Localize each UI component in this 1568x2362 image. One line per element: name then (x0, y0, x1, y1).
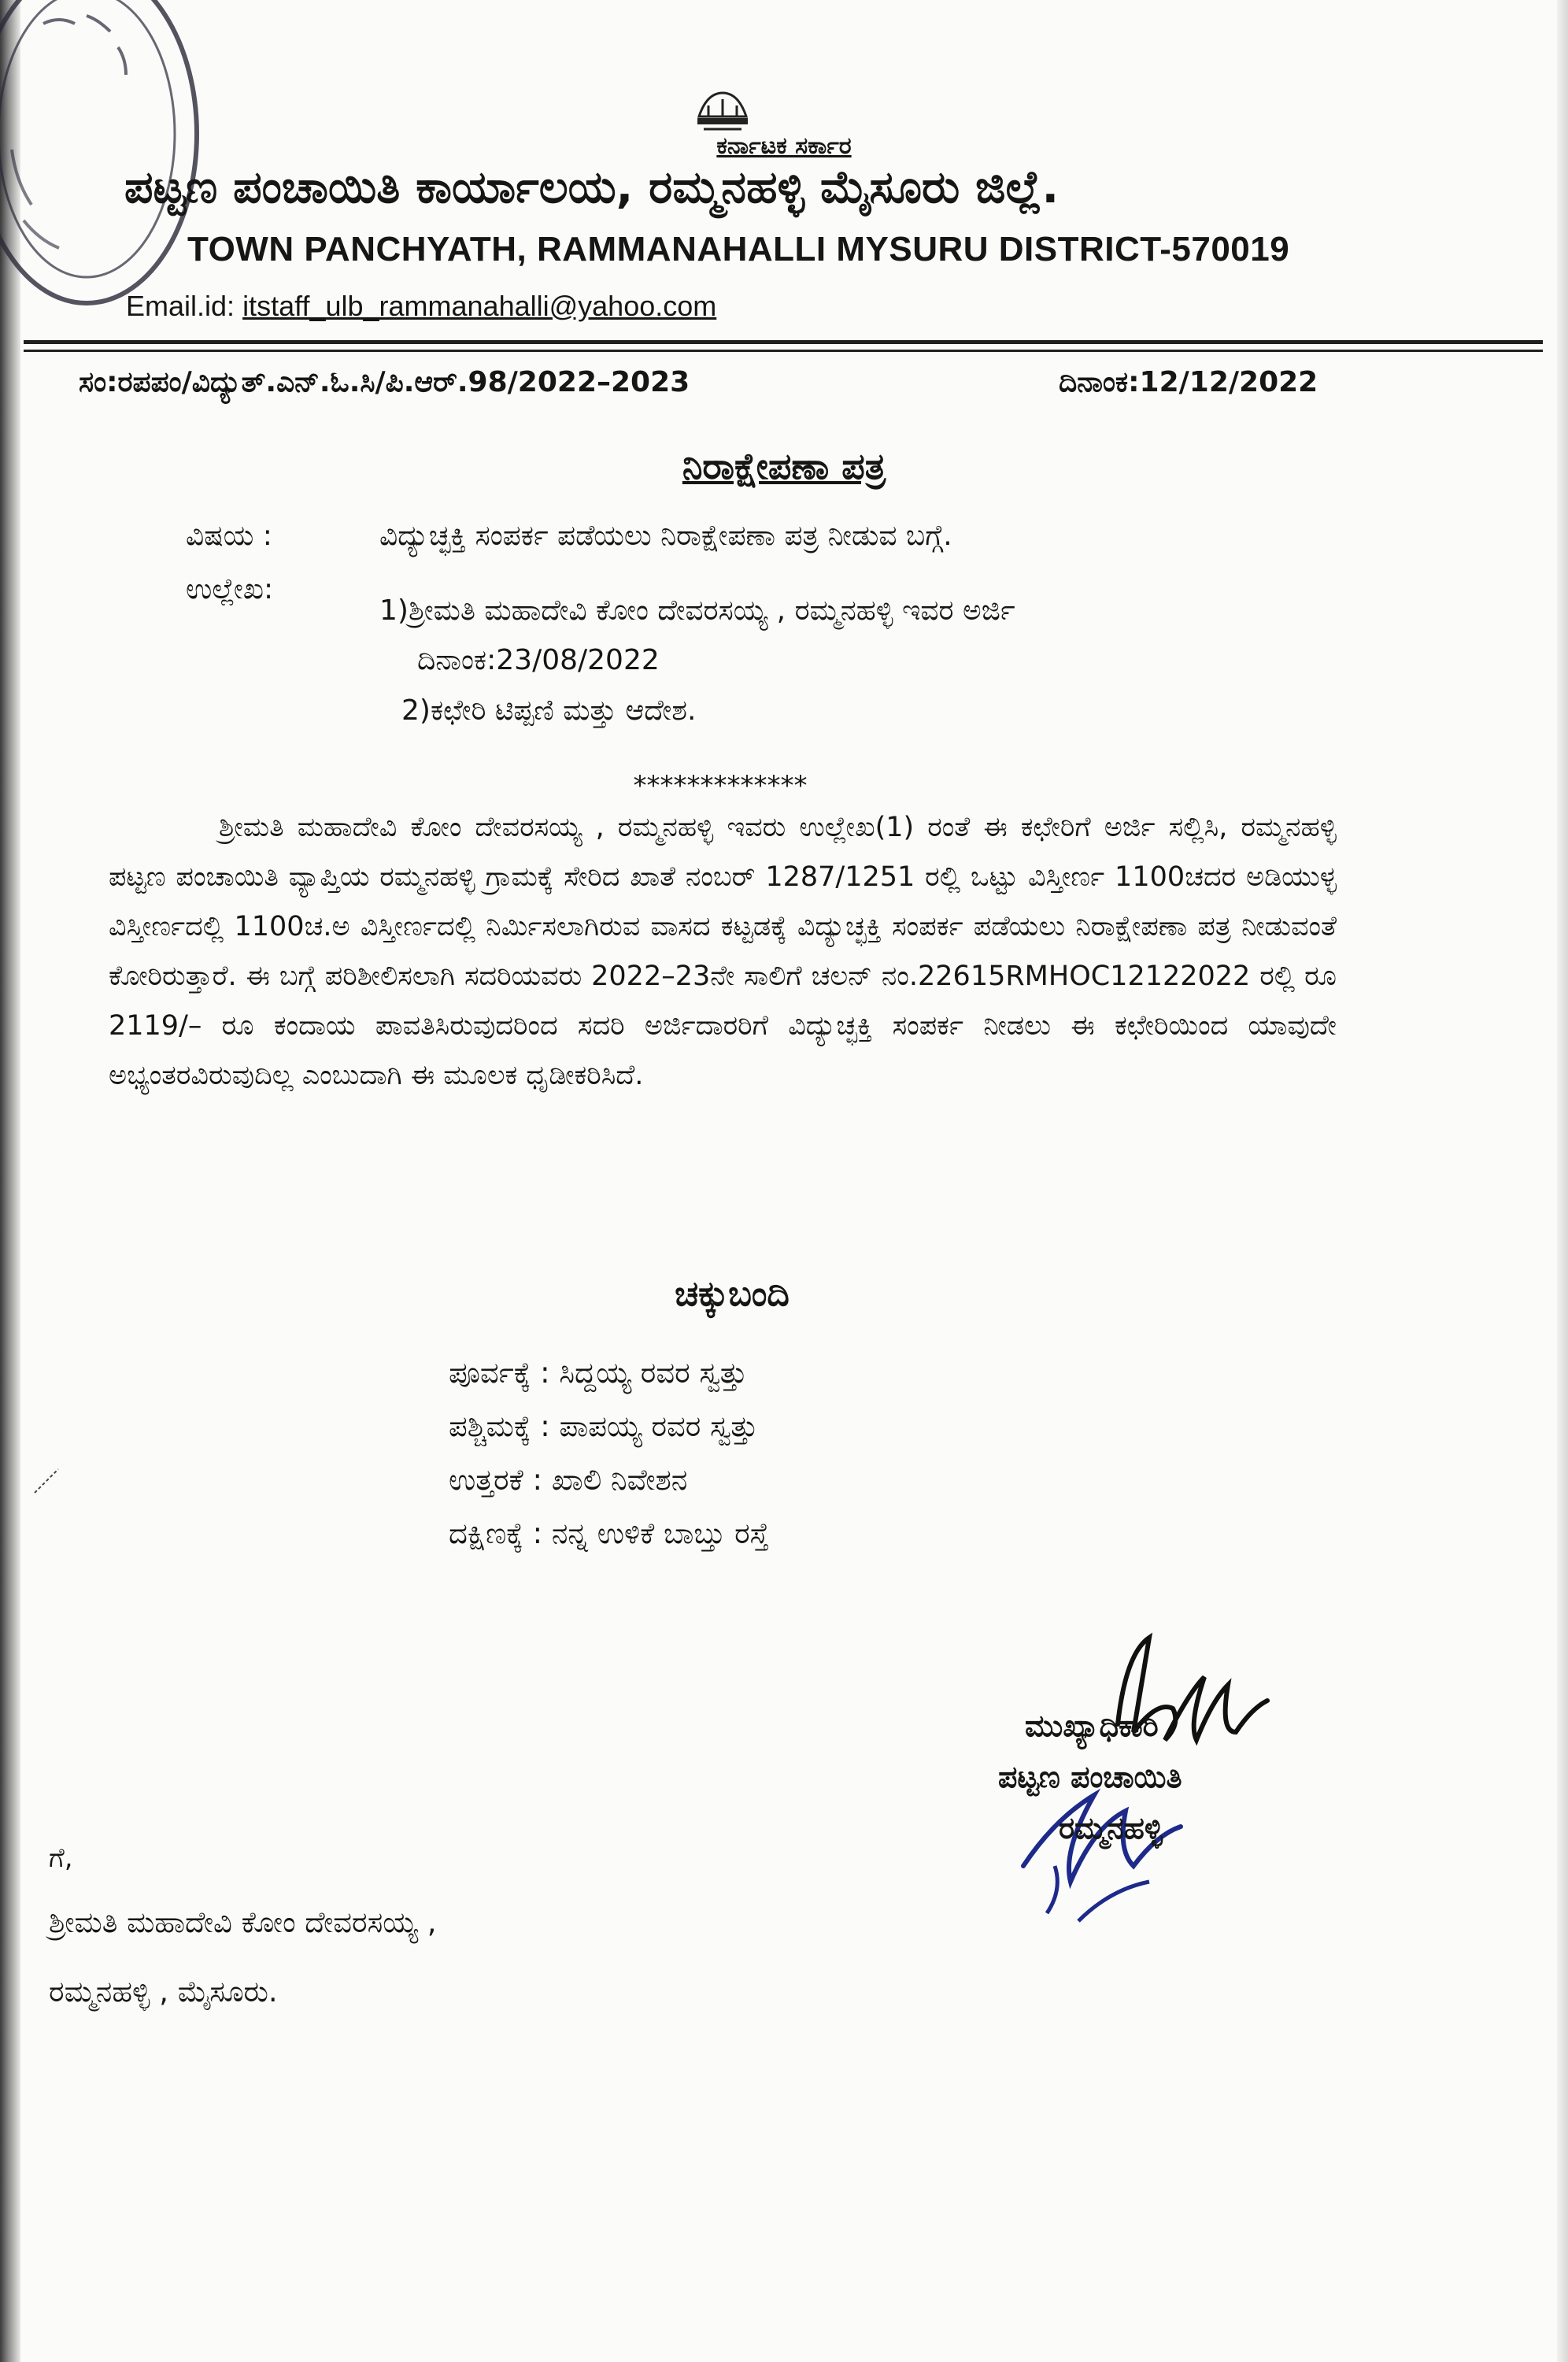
email-address[interactable]: itstaff_ulb_rammanahalli@yahoo.com (242, 290, 717, 322)
page-right-edge (1557, 0, 1568, 2362)
reference-number: ಸಂ:ರಪಪಂ/ವಿದ್ಯುತ್.ಎನ್.ಓ.ಸಿ/ಪಿ.ಆರ್.98/2022–2023 (79, 366, 690, 398)
signatory-place: ರಮ್ಮನಹಳ್ಳಿ (1059, 1811, 1163, 1846)
header-rule (24, 340, 1543, 344)
subject-text: ವಿದ್ಯುಚ್ಛಕ್ತಿ ಸಂಪರ್ಕ ಪಡೆಯಲು ನಿರಾಕ್ಷೇಪಣಾ ಪತ್ರ ನೀಡುವ ಬಗ್ಗೆ. (379, 520, 952, 552)
reference-item-1-date: ದಿನಾಂಕ:23/08/2022 (417, 644, 660, 676)
pen-mark (31, 1464, 63, 1496)
recipient-name: ಶ್ರೀಮತಿ ಮಹಾದೇವಿ ಕೋಂ ದೇವರಸಯ್ಯ , (49, 1905, 437, 1939)
boundary-west: ಪಶ್ಚಿಮಕ್ಕೆ : ಪಾಪಯ್ಯ ರವರ ಸ್ವತ್ತು (449, 1409, 758, 1443)
boundary-south: ದಕ್ಷಿಣಕ್ಕೆ : ನನ್ನ ಉಳಿಕೆ ಬಾಬ್ತು ರಸ್ತೆ (449, 1516, 769, 1550)
document-title: ನಿರಾಕ್ಷೇಪಣಾ ಪತ್ರ (682, 445, 886, 487)
email-line (126, 290, 716, 323)
separator: ************* (633, 770, 808, 802)
reference-item-2: 2)ಕಛೇರಿ ಟಿಪ್ಪಣಿ ಮತ್ತು ಆದೇಶ. (401, 694, 697, 727)
office-name-english: TOWN PANCHYATH, RAMMANAHALLI MYSURU DISTRICT-570019 (187, 230, 1290, 268)
signatory-designation: ಮುಖ್ಯಾಧಿಕಾರಿ (1025, 1709, 1159, 1743)
recipient-to-label: ಗೆ, (49, 1842, 73, 1874)
office-name-kannada: ಪಟ್ಟಣ ಪಂಚಾಯಿತಿ ಕಾರ್ಯಾಲಯ, ರಮ್ಮನಹಳ್ಳಿ ಮೈಸೂರು ಜಿಲ್ಲೆ. (124, 161, 1060, 213)
header-rule-thin (24, 350, 1543, 352)
signatory-office: ಪಟ್ಟಣ ಪಂಚಾಯಿತಿ (998, 1760, 1182, 1794)
boundary-north: ಉತ್ತರಕೆ : ಖಾಲಿ ನಿವೇಶನ (449, 1463, 688, 1497)
body-paragraph (109, 803, 1337, 1101)
email-label: Email.id: (126, 290, 235, 322)
government-name: ಕರ್ನಾಟಕ ಸರ್ಕಾರ (716, 132, 852, 160)
boundary-east: ಪೂರ್ವಕ್ಕೆ : ಸಿದ್ದಯ್ಯ ರವರ ಸ್ವತ್ತು (449, 1356, 748, 1390)
document-date: ದಿನಾಂಕ:12/12/2022 (1059, 366, 1318, 398)
state-emblem-icon (693, 85, 753, 139)
boundaries-title: ಚಕ್ಕುಬಂದಿ (675, 1274, 790, 1314)
reference-item-1: 1)ಶ್ರೀಮತಿ ಮಹಾದೇವಿ ಕೋಂ ದೇವರಸಯ್ಯ , ರಮ್ಮನಹಳ್ಳಿ ಇವರ ಅರ್ಜಿ (379, 594, 1015, 627)
recipient-address: ರಮ್ಮನಹಳ್ಳಿ , ಮೈಸೂರು. (49, 1975, 278, 2008)
reference-label: ಉಲ್ಲೇಖ: (186, 573, 274, 605)
page-left-edge (0, 0, 20, 2362)
subject-label: ವಿಷಯ : (186, 520, 272, 552)
body-text: ಶ್ರೀಮತಿ ಮಹಾದೇವಿ ಕೋಂ ದೇವರಸಯ್ಯ , ರಮ್ಮನಹಳ್ಳಿ ಇವರು ಉಲ್ಲೇಖ(1) ರಂತೆ ಈ ಕಛೇರಿಗೆ ಅರ್ಜಿ ಸಲ್ಲಿಸಿ, ರಮ್ಮನಹಳ್ಳಿ ಪಟ್ಟಣ ಪಂಚಾಯಿತಿ ವ್ಯಾಪ್ತಿಯ ರಮ್ಮನಹಳ್ಳಿ ಗ್ರಾಮಕ್ಕೆ ಸೇರಿದ ಖಾತೆ ನಂಬರ್ 1287/1251 ರಲ್ಲಿ ಒಟ್ಟು ವಿಸ್ತೀರ್ಣ 1100ಚದರ ಅಡಿಯುಳ್ಳ ವಿಸ್ತೀರ್ಣದಲ್ಲಿ 1100ಚ.ಅ ವಿಸ್ತೀರ್ಣದಲ್ಲಿ ನಿರ್ಮಿಸಲಾಗಿರುವ ವಾಸದ ಕಟ್ಟಡಕ್ಕೆ ವಿದ್ಯುಚ್ಛಕ್ತಿ ಸಂಪರ್ಕ ಪಡೆಯಲು ನಿರಾಕ್ಷೇಪಣಾ ಪತ್ರ ನೀಡುವಂತೆ ಕೋರಿರುತ್ತಾರೆ. ಈ ಬಗ್ಗೆ ಪರಿಶೀಲಿಸಲಾಗಿ ಸದರಿಯವರು 2022–23ನೇ ಸಾಲಿಗೆ ಚಲನ್ ನಂ.22615RMHOC12122022 ರಲ್ಲಿ ರೂ 2119/– ರೂ ಕಂದಾಯ ಪಾವತಿಸಿರುವುದರಿಂದ ಸದರಿ ಅರ್ಜಿದಾರರಿಗೆ ವಿದ್ಯುಚ್ಛಕ್ತಿ ಸಂಪರ್ಕ ನೀಡಲು ಈ ಕಛೇರಿಯಿಂದ ಯಾವುದೇ ಅಭ್ಯಂತರವಿರುವುದಿಲ್ಲ ಎಂಬುದಾಗಿ ಈ ಮೂಲಕ ಧೃಡೀಕರಿಸಿದೆ. (109, 812, 1337, 1091)
